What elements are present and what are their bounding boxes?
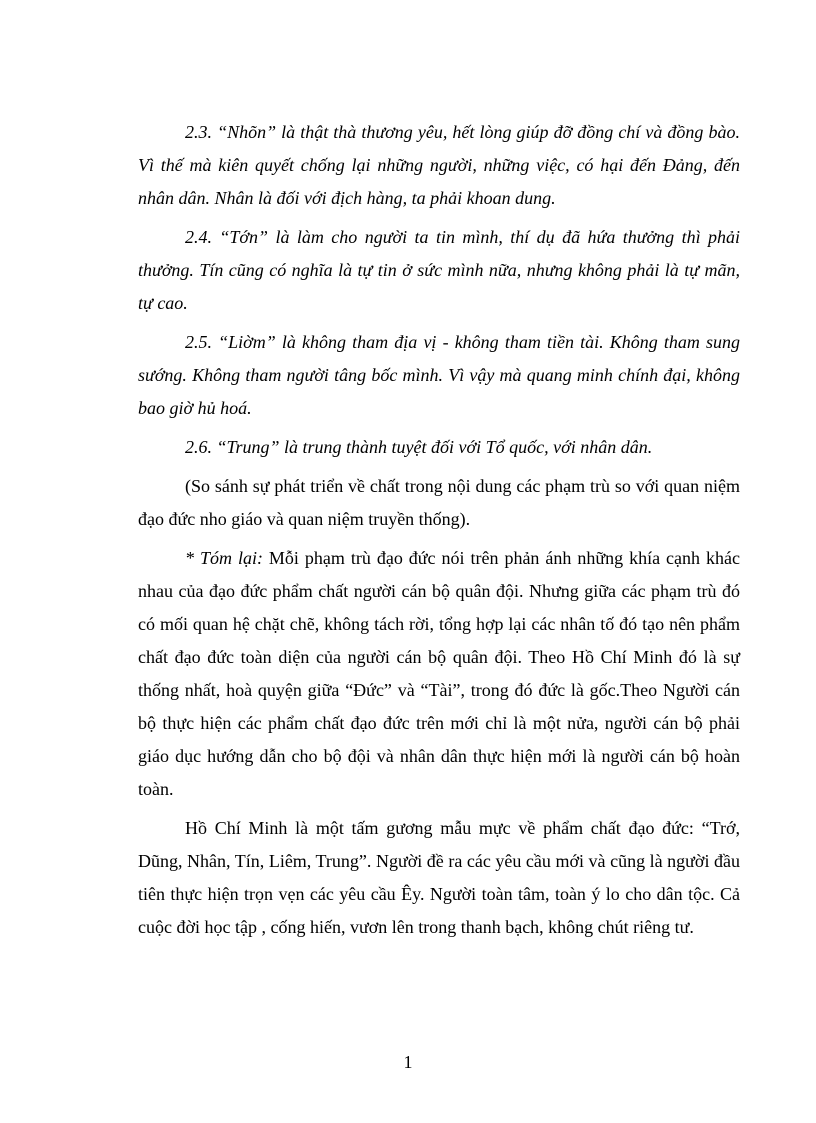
paragraph-liem: 2.5. “Liờm” là không tham địa vị - không tham tiền tài. Không tham sung sướng. Không tham người tâng bốc mình. Vì vậy mà quang minh chính đại, không bao giờ hủ hoá. [138,332,740,418]
paragraph-comparison-note: (So sánh sự phát triển về chất trong nội dung các phạm trù so với quan niệm đạo đức nho giáo và quan niệm truyền thống). [138,476,740,529]
paragraph-ho-chi-minh-example: Hồ Chí Minh là một tấm gương mẫu mực về phẩm chất đạo đức: “Trớ, Dũng, Nhân, Tín, Liêm, Trung”. Người đề ra các yêu cầu mới và cũng là người đầu tiên thực hiện trọn vẹn các yêu cầu Êy. Người toàn tâm, toàn ý lo cho dân tộc. Cả cuộc đời học tập , cống hiến, vươn lên trong thanh bạch, không chút riêng tư. [138,818,740,937]
summary-text: Mỗi phạm trù đạo đức nói trên phản ánh những khía cạnh khác nhau của đạo đức phẩm chất người cán bộ quân đội. Nhưng giữa các phạm trù đó có mối quan hệ chặt chẽ, không tách rời, tổng hợp lại các nhân tố đó tạo nên phẩm chất đạo đức toàn diện của người cán bộ quân đội. Theo Hồ Chí Minh đó là sự thống nhất, hoà quyện giữa “Đức” và “Tài”, trong đó đức là gốc.Theo Người cán bộ thực hiện các phẩm chất đạo đức trên mới chỉ là một nửa, người cán bộ phải giáo dục hướng dẫn cho bộ đội và nhân dân thực hiện mới là người cán bộ hoàn toàn. [138,548,740,799]
paragraph-tin: 2.4. “Tớn” là làm cho người ta tin mình, thí dụ đã hứa thưởng thì phải thưởng. Tín cũng có nghĩa là tự tin ở sức mình nữa, nhưng không phải là tự mãn, tự cao. [138,227,740,313]
paragraph-summary [138,542,740,806]
page-number: 1 [403,1052,413,1072]
paragraph-nhan: 2.3. “Nhõn” là thật thà thương yêu, hết lòng giúp đỡ đồng chí và đồng bào. Vì thế mà kiên quyết chống lại những người, những việc, có hại đến Đảng, đến nhân dân. Nhân là đối với địch hàng, ta phải khoan dung. [138,122,740,208]
document-body [138,116,740,950]
summary-lead: * Tóm lại: [185,548,263,568]
paragraph-trung: 2.6. “Trung” là trung thành tuyệt đối với Tổ quốc, với nhân dân. [185,437,653,457]
